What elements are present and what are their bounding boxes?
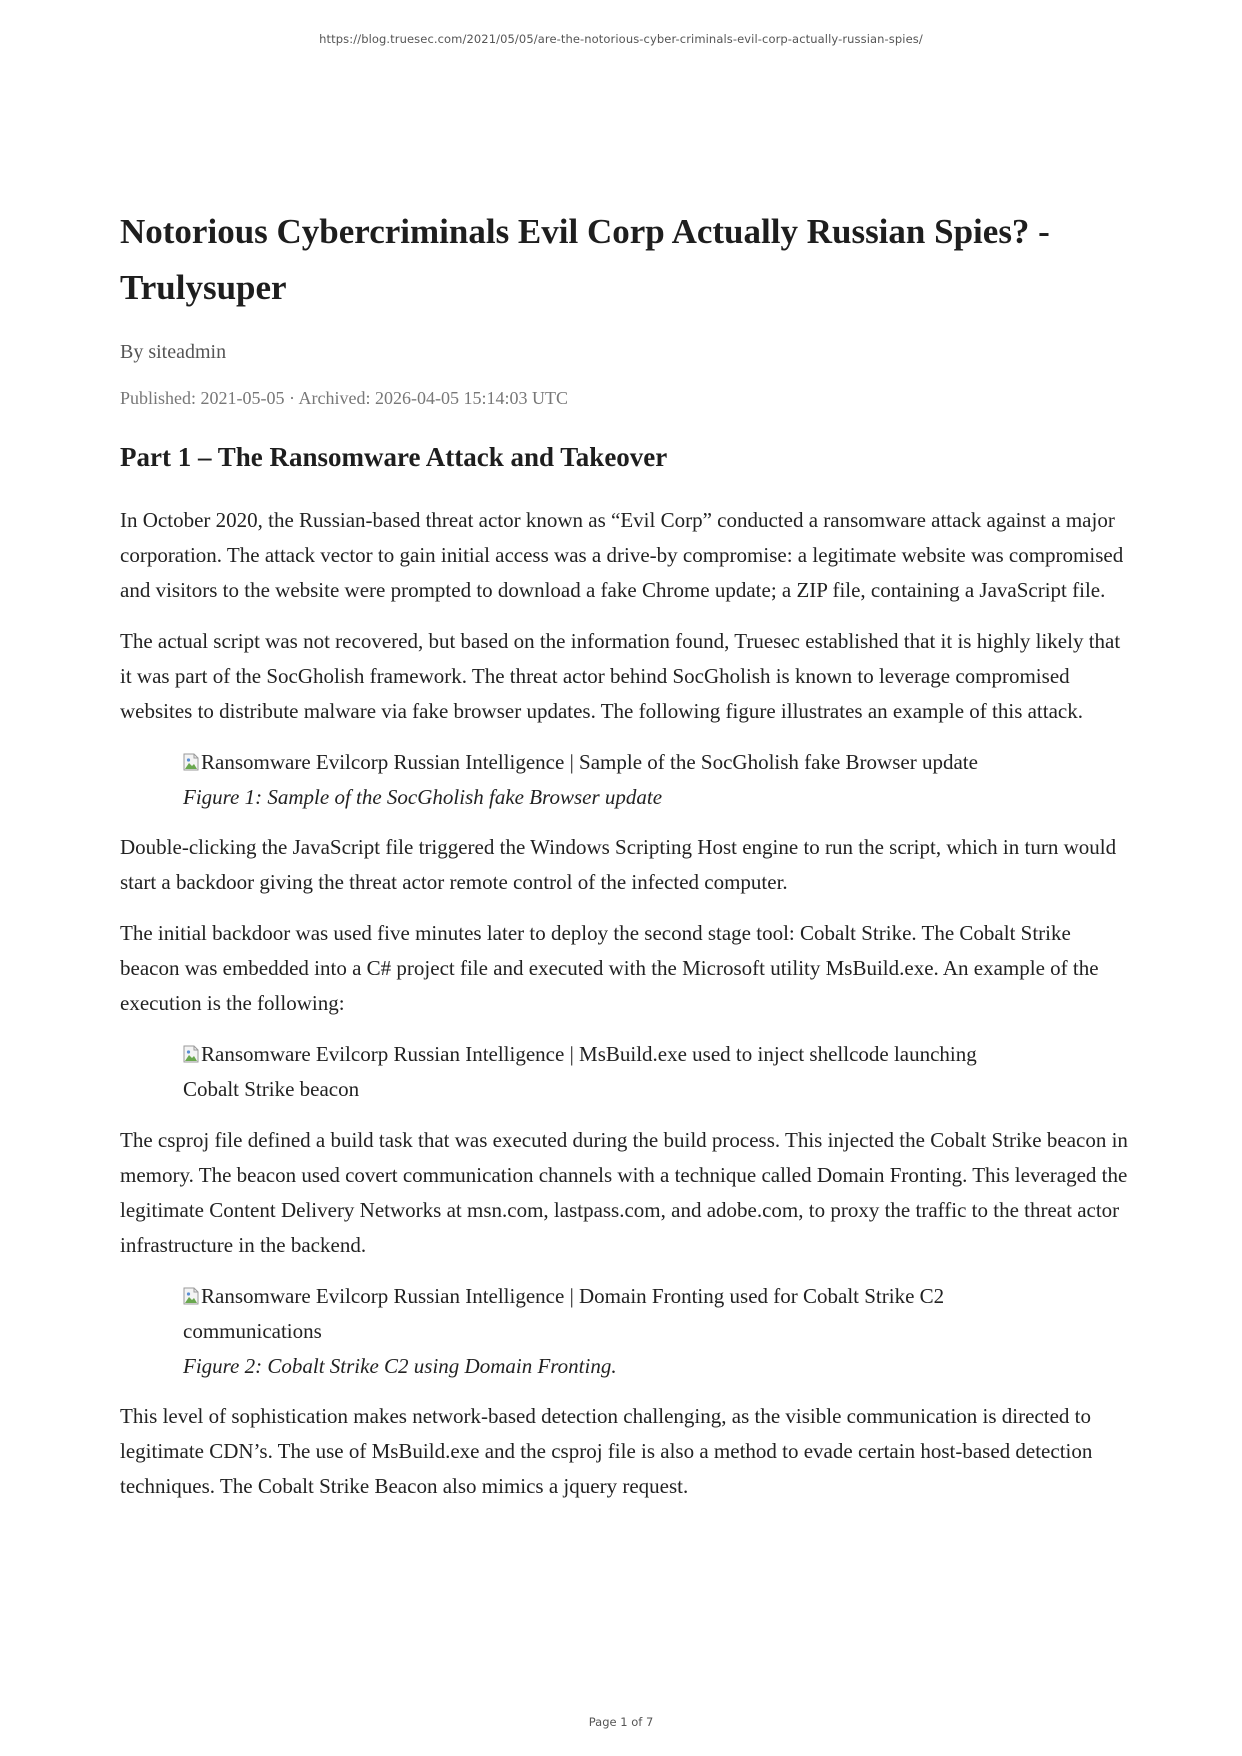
article-title: Notorious Cybercriminals Evil Corp Actually Russian Spies? - Trulysuper (120, 212, 1050, 307)
page-number: Page 1 of 7 (588, 1715, 654, 1729)
section-heading: Part 1 – The Ransomware Attack and Takeover (120, 442, 668, 472)
figure-image (183, 745, 1130, 780)
article (120, 204, 1130, 1504)
figure-alt-text: Ransomware Evilcorp Russian Intelligence | Sample of the SocGholish fake Browser update (201, 750, 978, 774)
page-url: https://blog.truesec.com/2021/05/05/are-the-notorious-cyber-criminals-evil-corp-actually-russian-spies/ (319, 32, 923, 46)
figure-alt-text: Ransomware Evilcorp Russian Intelligence | Domain Fronting used for Cobalt Strike C2 communications (183, 1284, 945, 1343)
figure-alt-text: Ransomware Evilcorp Russian Intelligence | MsBuild.exe used to inject shellcode launching Cobalt Strike beacon (183, 1042, 977, 1101)
figure (183, 1037, 1013, 1107)
figure (183, 745, 1130, 815)
paragraph: The actual script was not recovered, but based on the information found, Truesec established that it is highly likely that it was part of the SocGholish framework. The threat actor behind SocGholish is known to leverage compromised websites to distribute malware via fake browser updates. The following figure illustrates an example of this attack. (120, 629, 1121, 723)
broken-image-icon (183, 753, 199, 771)
paragraph: The csproj file defined a build task that was executed during the build process. This injected the Cobalt Strike beacon in memory. The beacon used covert communication channels with a technique called Domain Fronting. This leveraged the legitimate Content Delivery Networks at msn.com, lastpass.com, and adobe.com, to proxy the traffic to the threat actor infrastructure in the backend. (120, 1128, 1128, 1257)
paragraph: Double-clicking the JavaScript file triggered the Windows Scripting Host engine to run the script, which in turn would start a backdoor giving the threat actor remote control of the infected computer. (120, 835, 1117, 894)
broken-image-icon (183, 1287, 199, 1305)
byline: By siteadmin (120, 341, 227, 363)
paragraph: This level of sophistication makes network-based detection challenging, as the visible communication is directed to legitimate CDN’s. The use of MsBuild.exe and the csproj file is also a method to evade certain host-based detection techniques. The Cobalt Strike Beacon also mimics a jquery request. (120, 1404, 1093, 1498)
paragraph: The initial backdoor was used five minutes later to deploy the second stage tool: Cobalt Strike. The Cobalt Strike beacon was embedded into a C# project file and executed with the Microsoft utility MsBuild.exe. An example of the execution is the following: (120, 921, 1099, 1015)
paragraph: In October 2020, the Russian-based threat actor known as “Evil Corp” conducted a ransomware attack against a major corporation. The attack vector to gain initial access was a drive-by compromise: a legitimate website was compromised and visitors to the website were prompted to download a fake Chrome update; a ZIP file, containing a JavaScript file. (120, 508, 1124, 602)
figure-caption: Figure 1: Sample of the SocGholish fake Browser update (183, 785, 663, 809)
broken-image-icon (183, 1045, 199, 1063)
figure-image (183, 1037, 1013, 1107)
figure-caption: Figure 2: Cobalt Strike C2 using Domain Fronting. (183, 1354, 617, 1378)
publish-info: Published: 2021-05-05 · Archived: 2026-04-05 15:14:03 UTC (120, 388, 568, 408)
figure-image (183, 1279, 1013, 1349)
figure (183, 1279, 1013, 1384)
